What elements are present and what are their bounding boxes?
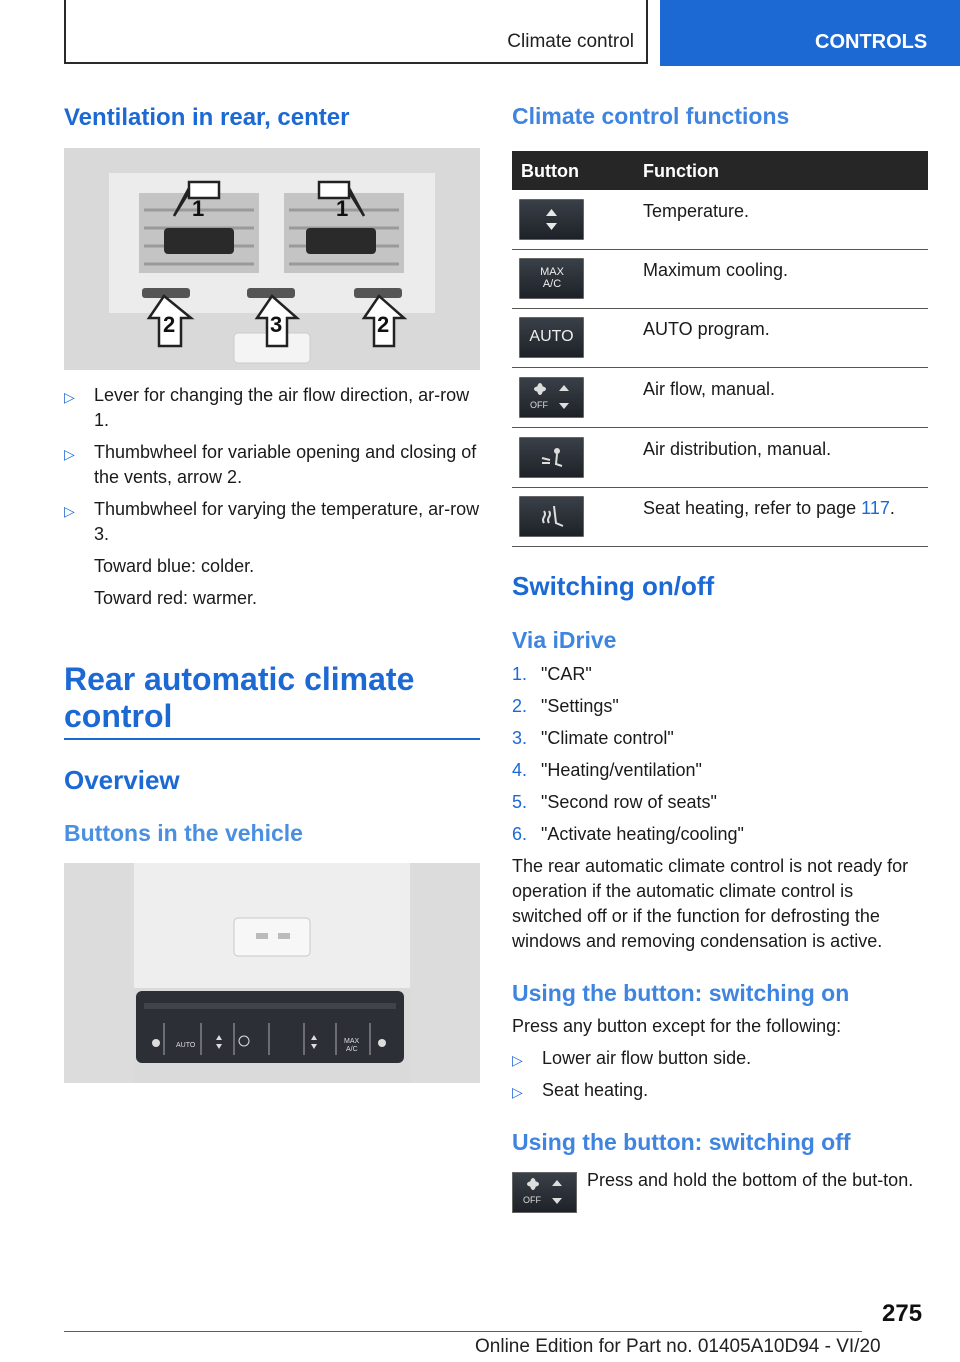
- list-item: [512, 662, 928, 694]
- auto-icon: [519, 317, 584, 358]
- step-number: 4.: [512, 760, 528, 780]
- function-text: Temperature.: [643, 201, 750, 221]
- callout-2-right: 2: [377, 312, 390, 337]
- bullet-icon: ▷: [512, 1084, 523, 1100]
- off-label: OFF: [530, 400, 548, 410]
- footer-edition: Online Edition for Part no. 01405A10D94 - VI/20: [475, 1336, 881, 1357]
- step-text: "CAR": [541, 664, 592, 684]
- callout-1-right: 1: [336, 196, 349, 221]
- switch-off-text: Press and hold the bottom of the but‐ton.: [587, 1170, 914, 1190]
- bullet-icon: ▷: [512, 1052, 523, 1068]
- list-item: [512, 758, 928, 790]
- list-item: [512, 726, 928, 758]
- temperature-arrows-icon: [519, 199, 584, 240]
- list-item: [512, 1046, 928, 1071]
- footer-rule: [64, 1331, 862, 1332]
- table-row: [512, 368, 928, 428]
- step-text: "Activate heating/cooling": [541, 824, 744, 844]
- idrive-steps: [512, 662, 928, 854]
- callout-3: 3: [270, 312, 283, 337]
- table-row: [512, 487, 928, 547]
- heading-switch-on: Using the button: switching on: [512, 980, 850, 1006]
- rear-panel-photo: [64, 863, 480, 1083]
- list-item: [64, 440, 480, 490]
- table-row: [512, 249, 928, 309]
- table-row: [512, 308, 928, 368]
- heading-rear-climate: Rear automatic climate control: [64, 661, 415, 734]
- panel-ac-label: A/C: [346, 1046, 358, 1053]
- table-row: [512, 428, 928, 488]
- col-header-button: Button: [521, 161, 579, 181]
- heading-ventilation: Ventilation in rear, center: [64, 104, 350, 131]
- list-item: [512, 1078, 928, 1103]
- fan-off-icon: [519, 377, 584, 418]
- switch-on-bullets: [512, 1046, 928, 1110]
- auto-label: AUTO: [529, 328, 574, 345]
- step-text: "Heating/ventilation": [541, 760, 702, 780]
- table-header: [512, 151, 928, 190]
- bullet-text: Lever for changing the air flow direction, ar‐row 1.: [94, 385, 470, 430]
- bullet-icon: ▷: [64, 446, 75, 462]
- heading-rule: [64, 738, 480, 740]
- heading-functions: Climate control functions: [512, 103, 790, 129]
- step-text: "Second row of seats": [541, 792, 717, 812]
- bullet-icon: ▷: [64, 389, 75, 405]
- step-number: 3.: [512, 728, 528, 748]
- function-text: Maximum cooling.: [643, 260, 789, 280]
- page-number: 275: [882, 1300, 923, 1327]
- list-item: [512, 790, 928, 822]
- function-text: [643, 498, 895, 519]
- off-label: OFF: [523, 1195, 541, 1205]
- page-ref-link[interactable]: 117: [861, 498, 890, 518]
- max-ac-icon: [519, 258, 584, 299]
- tab-controls[interactable]: [660, 0, 960, 66]
- air-distribution-icon: [519, 437, 584, 478]
- section-title: Climate control: [507, 31, 634, 52]
- heading-switching: Switching on/off: [512, 571, 715, 601]
- heading-switch-off: Using the button: switching off: [512, 1129, 851, 1155]
- step-number: 2.: [512, 696, 528, 716]
- callout-1-left: 1: [192, 196, 205, 221]
- max-ac-label: MAX A/C: [540, 266, 564, 290]
- function-text: Air distribution, manual.: [643, 439, 832, 459]
- bullet-icon: ▷: [64, 503, 75, 519]
- bullet-text: Thumbwheel for variable opening and closing of the vents, arrow 2.: [94, 442, 477, 487]
- switch-on-intro: Press any button except for the following:: [512, 1016, 842, 1036]
- tab-controls-label: CONTROLS: [815, 31, 928, 53]
- seat-heating-icon: [519, 496, 584, 537]
- list-item: [64, 497, 480, 547]
- heading-idrive: Via iDrive: [512, 627, 617, 653]
- col-header-function: Function: [643, 161, 719, 181]
- table-row: [512, 190, 928, 250]
- panel-auto-label: AUTO: [176, 1042, 196, 1049]
- note-blue: Toward blue: colder.: [94, 556, 255, 576]
- seat-heating-suffix: .: [889, 498, 895, 518]
- bullet-text: Lower air flow button side.: [542, 1048, 752, 1068]
- step-number: 5.: [512, 792, 528, 812]
- bullet-text: Seat heating.: [542, 1080, 649, 1100]
- step-text: "Settings": [541, 696, 619, 716]
- heading-overview: Overview: [64, 765, 180, 795]
- vent-bullet-list: [64, 383, 480, 611]
- function-text: AUTO program.: [643, 319, 770, 339]
- note-red: Toward red: warmer.: [94, 588, 258, 608]
- panel-max-label: MAX: [344, 1038, 360, 1045]
- seat-heating-text: Seat heating, refer to page: [643, 498, 862, 518]
- function-text: Air flow, manual.: [643, 379, 776, 399]
- step-text: "Climate control": [541, 728, 674, 748]
- bullet-text: Thumbwheel for varying the temperature, ar‐row 3.: [94, 499, 480, 544]
- idrive-note: The rear automatic climate control is not ready for operation if the automatic climate control is switched off or if the function for defrosting the windows and removing condensation is active.: [512, 856, 909, 951]
- rear-vents-photo: [64, 148, 480, 370]
- list-item: [64, 383, 480, 433]
- fan-off-icon: [512, 1172, 577, 1213]
- step-number: 6.: [512, 824, 528, 844]
- list-item: [512, 694, 928, 726]
- heading-buttons-vehicle: Buttons in the vehicle: [64, 820, 303, 846]
- callout-2-left: 2: [163, 312, 176, 337]
- step-number: 1.: [512, 664, 528, 684]
- list-item: [512, 822, 928, 854]
